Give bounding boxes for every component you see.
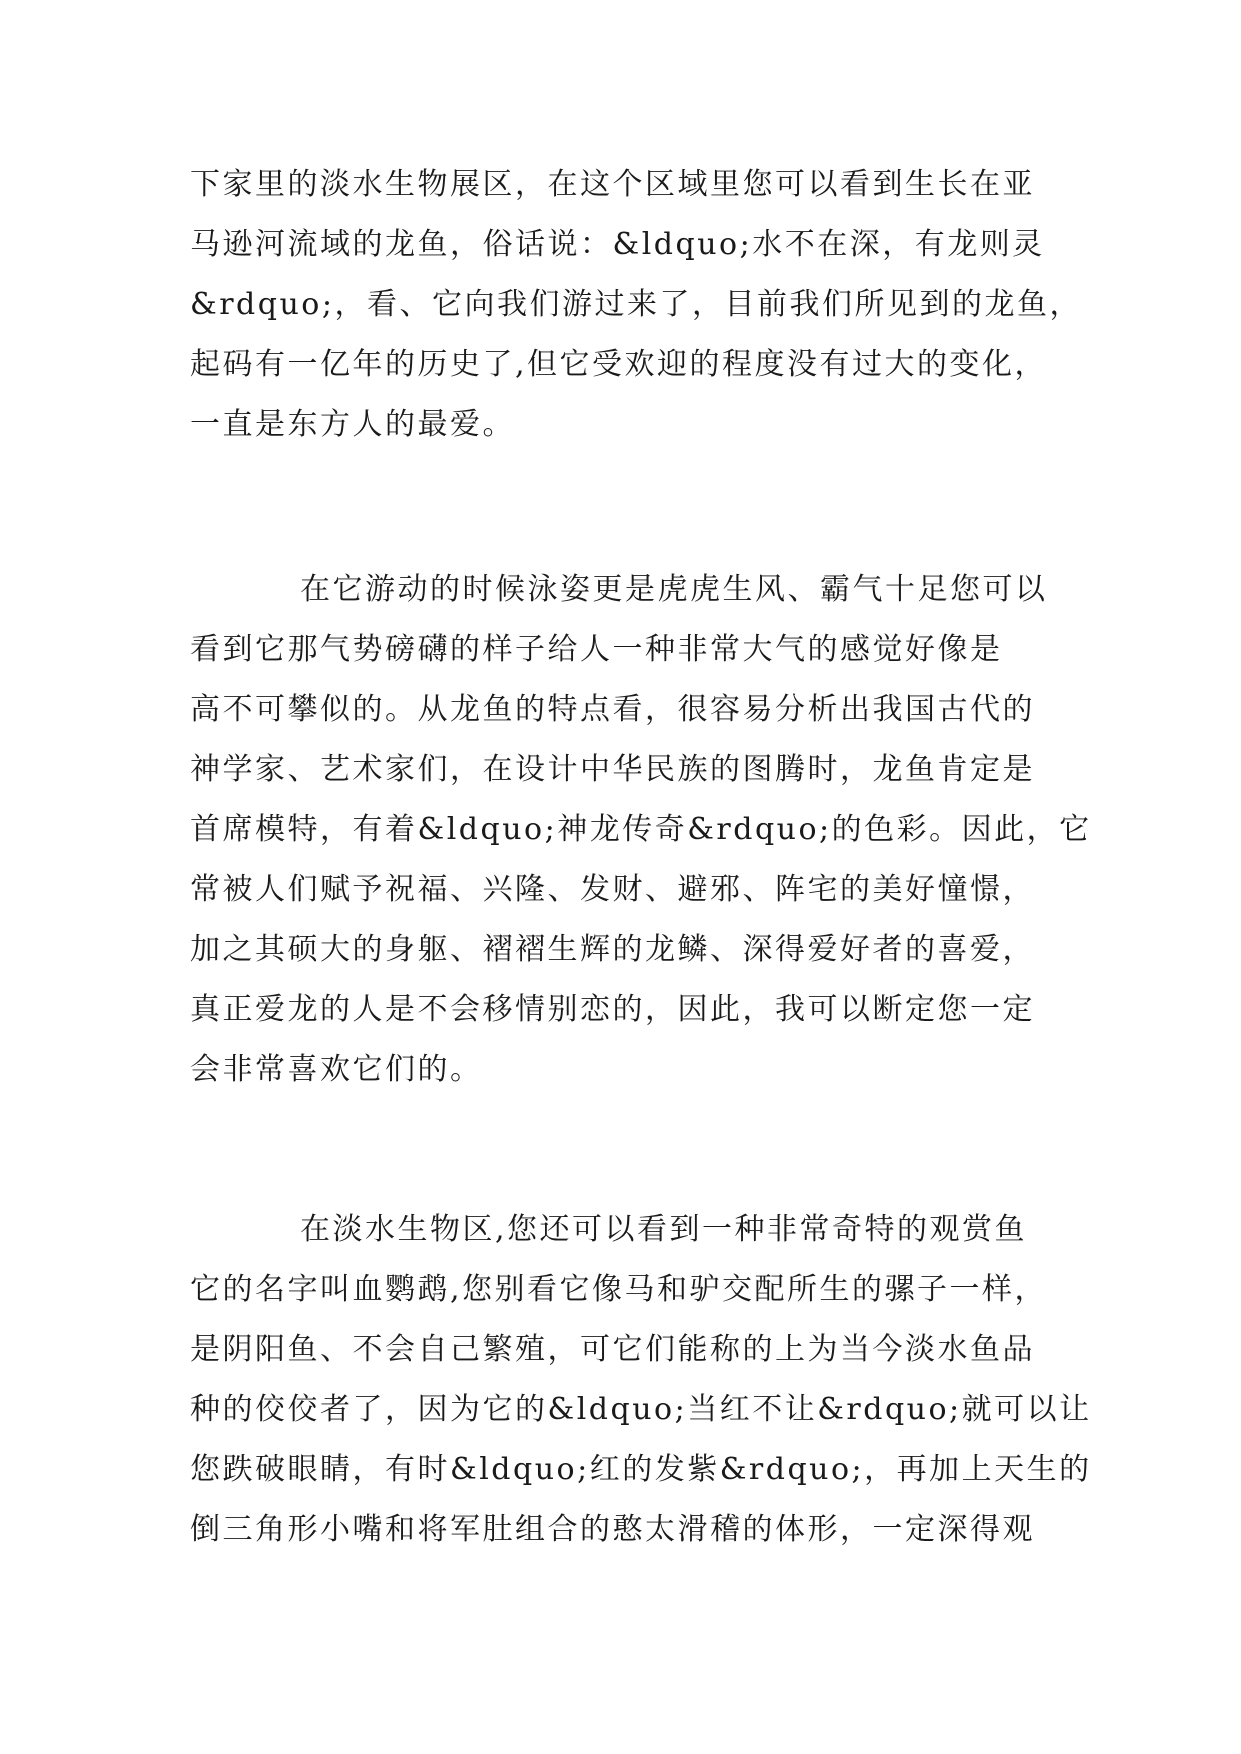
text-line: 在淡水生物区,您还可以看到一种非常奇特的观赏鱼: [300, 1212, 1028, 1247]
text-line: 高不可攀似的。从龙鱼的特点看，很容易分析出我国古代的: [190, 692, 1035, 727]
text-line: 首席模特，有着&ldquo;神龙传奇&rdquo;的色彩。因此，它: [190, 812, 1092, 847]
text-line: 常被人们赋予祝福、兴隆、发财、避邪、阵宅的美好憧憬，: [190, 872, 1035, 907]
paragraph-2: [190, 560, 1092, 1100]
text-line: 一直是东方人的最爱。: [190, 407, 515, 442]
text-line: 倒三角形小嘴和将军肚组合的憨太滑稽的体形，一定深得观: [190, 1512, 1035, 1547]
text-line: 起码有一亿年的历史了,但它受欢迎的程度没有过大的变化，: [190, 347, 1048, 382]
text-line: 它的名字叫血鹦鹉,您别看它像马和驴交配所生的骡子一样，: [190, 1272, 1048, 1307]
text-line: 马逊河流域的龙鱼，俗话说：&ldquo;水不在深，有龙则灵: [190, 227, 1045, 262]
text-line: 加之其硕大的身躯、褶褶生辉的龙鳞、深得爱好者的喜爱，: [190, 932, 1035, 967]
text-line: 看到它那气势磅礴的样子给人一种非常大气的感觉好像是: [190, 632, 1003, 667]
text-line: 下家里的淡水生物展区，在这个区域里您可以看到生长在亚: [190, 167, 1035, 202]
text-line: 种的佼佼者了，因为它的&ldquo;当红不让&rdquo;就可以让: [190, 1392, 1092, 1427]
text-line: 神学家、艺术家们，在设计中华民族的图腾时，龙鱼肯定是: [190, 752, 1035, 787]
paragraph-3: [190, 1200, 1092, 1560]
paragraph-1: [190, 155, 1082, 455]
text-line: 在它游动的时候泳姿更是虎虎生风、霸气十足您可以: [300, 572, 1048, 607]
text-line: &rdquo;，看、它向我们游过来了，目前我们所见到的龙鱼，: [190, 287, 1082, 322]
text-line: 您跌破眼睛，有时&ldquo;红的发紫&rdquo;，再加上天生的: [190, 1452, 1092, 1487]
text-line: 会非常喜欢它们的。: [190, 1052, 483, 1087]
text-line: 是阴阳鱼、不会自己繁殖，可它们能称的上为当今淡水鱼品: [190, 1332, 1035, 1367]
text-line: 真正爱龙的人是不会移情别恋的，因此，我可以断定您一定: [190, 992, 1035, 1027]
